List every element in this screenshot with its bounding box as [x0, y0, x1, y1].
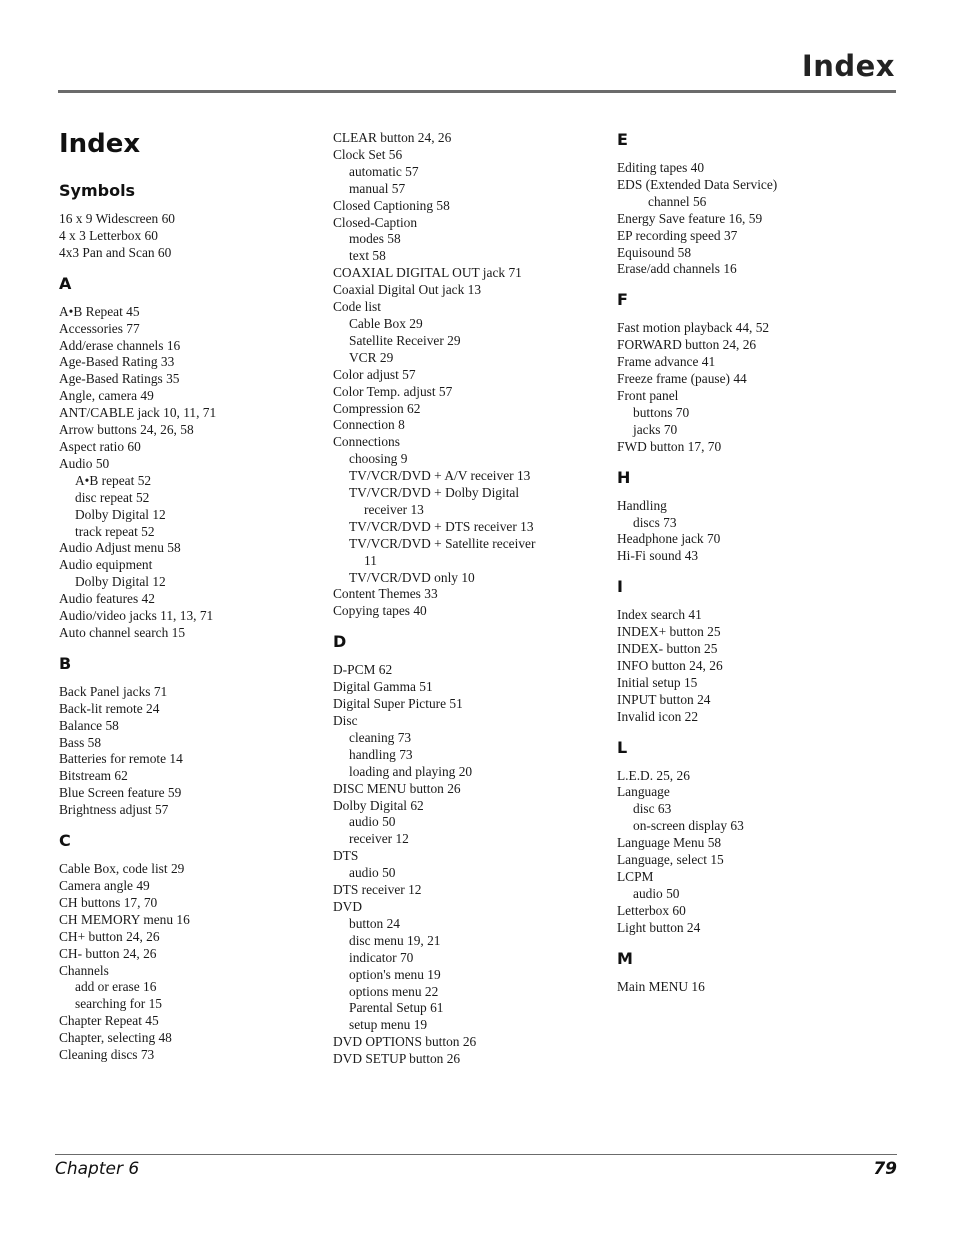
index-entry: FWD button 17, 70 — [617, 438, 722, 454]
index-entry: 4x3 Pan and Scan 60 — [59, 244, 172, 260]
index-entry: Arrow buttons 24, 26, 58 — [59, 422, 194, 438]
section-heading: H — [617, 467, 631, 487]
index-entry: Color Temp. adjust 57 — [333, 383, 453, 399]
index-entry: Frame advance 41 — [617, 354, 716, 370]
index-entry: Clock Set 56 — [333, 146, 403, 162]
index-entry: 4 x 3 Letterbox 60 — [59, 227, 158, 243]
index-entry: Editing tapes 40 — [617, 160, 705, 175]
index-section — [617, 949, 877, 996]
footer-chapter: Chapter 6 — [55, 1159, 140, 1179]
index-entry: Audio features 42 — [59, 591, 155, 607]
index-entry: Chapter Repeat 45 — [59, 1013, 159, 1029]
index-subentry: TV/VCR/DVD + Satellite receiver — [349, 535, 536, 551]
index-entry: Camera angle 49 — [59, 878, 150, 893]
index-entry: Language, select 15 — [617, 852, 724, 868]
index-subentry: TV/VCR/DVD + DTS receiver 13 — [349, 518, 534, 534]
index-subentry: buttons 70 — [633, 404, 690, 420]
index-subentry: setup menu 19 — [349, 1017, 428, 1033]
index-entry: Letterbox 60 — [617, 902, 686, 918]
index-entry: Digital Gamma 51 — [333, 679, 433, 695]
index-entry: Compression 62 — [333, 400, 421, 416]
index-section — [333, 130, 593, 620]
index-entry: Balance 58 — [59, 717, 119, 733]
index-subentry: TV/VCR/DVD only 10 — [349, 569, 475, 585]
section-heading: L — [617, 737, 628, 757]
index-entry: LCPM — [617, 869, 654, 884]
index-subentry: Dolby Digital 12 — [75, 506, 166, 522]
index-column-2 — [333, 130, 593, 1068]
index-entry: Light button 24 — [617, 919, 701, 935]
footer-page-number: 79 — [873, 1159, 897, 1179]
index-entry: CLEAR button 24, 26 — [333, 130, 452, 145]
index-subentry: indicator 70 — [349, 949, 414, 965]
index-subentry: receiver 13 — [364, 501, 424, 517]
section-heading: M — [617, 948, 633, 968]
index-entry: INFO button 24, 26 — [617, 657, 723, 673]
index-subentry: loading and playing 20 — [349, 763, 473, 779]
index-entry: CH MEMORY menu 16 — [59, 911, 190, 927]
index-entry: Back Panel jacks 71 — [59, 683, 168, 699]
index-entry: DVD — [333, 898, 363, 914]
index-subentry: VCR 29 — [349, 349, 394, 365]
running-header-title: Index — [801, 49, 895, 83]
index-entry: Copying tapes 40 — [333, 603, 427, 619]
index-subentry: text 58 — [349, 248, 386, 264]
index-entry: Main MENU 16 — [617, 978, 705, 994]
index-subentry: on-screen display 63 — [633, 818, 744, 834]
index-section — [617, 577, 877, 725]
index-subentry: Cable Box 29 — [349, 315, 423, 331]
index-entry: Connections — [333, 434, 400, 450]
index-entry: FORWARD button 24, 26 — [617, 337, 757, 353]
index-entry: ANT/CABLE jack 10, 11, 71 — [59, 405, 217, 421]
index-subentry: receiver 12 — [349, 831, 409, 847]
section-heading: B — [59, 653, 72, 673]
index-entry: Batteries for remote 14 — [59, 751, 183, 767]
index-entry: Angle, camera 49 — [59, 388, 154, 404]
index-entry: Code list — [333, 299, 381, 315]
index-entry: Content Themes 33 — [333, 586, 438, 602]
index-entry: INDEX- button 25 — [617, 641, 718, 657]
index-subentry: audio 50 — [349, 865, 396, 881]
index-section — [59, 654, 309, 819]
index-entry: Audio Adjust menu 58 — [59, 540, 181, 556]
index-entry: Index search 41 — [617, 607, 702, 623]
page-title: Index — [59, 129, 141, 159]
index-entry: Hi-Fi sound 43 — [617, 548, 699, 564]
index-entry: Audio/video jacks 11, 13, 71 — [59, 608, 214, 624]
index-entry: L.E.D. 25, 26 — [617, 767, 690, 783]
index-entry: Headphone jack 70 — [617, 531, 721, 547]
index-entry: Closed-Caption — [333, 214, 418, 230]
index-entry: Language — [617, 784, 670, 800]
index-subentry: disc repeat 52 — [75, 489, 150, 505]
index-subentry: button 24 — [349, 915, 400, 931]
index-entry: Aspect ratio 60 — [59, 438, 141, 454]
index-entry: CH- button 24, 26 — [59, 945, 157, 961]
index-subentry: Satellite Receiver 29 — [349, 332, 461, 348]
index-subentry: Dolby Digital 12 — [75, 574, 166, 590]
index-entry: Brightness adjust 57 — [59, 802, 169, 818]
index-entry: DISC MENU button 26 — [333, 780, 461, 796]
index-subentry: automatic 57 — [349, 163, 419, 179]
index-section — [617, 468, 877, 566]
index-entry: Audio equipment — [59, 557, 153, 573]
index-subentry: Parental Setup 61 — [349, 1000, 444, 1016]
footer-rule — [55, 1154, 897, 1155]
index-entry: CH buttons 17, 70 — [59, 894, 158, 910]
index-subentry: discs 73 — [633, 514, 677, 530]
index-section — [59, 181, 309, 262]
index-entry: Age-Based Ratings 35 — [59, 371, 180, 387]
index-section — [59, 831, 309, 1064]
index-entry: Disc — [333, 713, 358, 728]
index-entry: Audio 50 — [59, 455, 110, 471]
index-subentry: disc menu 19, 21 — [349, 932, 441, 948]
index-entry: A•B Repeat 45 — [59, 303, 140, 319]
index-entry: Color adjust 57 — [333, 366, 416, 382]
index-entry: Add/erase channels 16 — [59, 337, 181, 353]
index-entry: Age-Based Rating 33 — [59, 354, 175, 370]
index-entry: Bass 58 — [59, 734, 102, 750]
index-entry: Bitstream 62 — [59, 768, 128, 784]
index-entry: 16 x 9 Widescreen 60 — [59, 211, 175, 226]
index-entry: EP recording speed 37 — [617, 227, 738, 243]
index-section — [617, 738, 877, 937]
index-entry: EDS (Extended Data Service) — [617, 176, 778, 192]
index-section — [617, 290, 877, 455]
index-entry: INDEX+ button 25 — [617, 624, 721, 640]
index-entry: Connection 8 — [333, 417, 405, 433]
index-subentry: options menu 22 — [349, 983, 439, 999]
index-subentry: manual 57 — [349, 180, 406, 196]
index-entry: Dolby Digital 62 — [333, 797, 424, 813]
index-subentry: cleaning 73 — [349, 729, 412, 745]
section-heading: D — [333, 632, 347, 652]
index-entry: Handling — [617, 497, 667, 513]
index-entry: Back-lit remote 24 — [59, 700, 160, 716]
index-entry: DVD OPTIONS button 26 — [333, 1034, 477, 1050]
index-entry: Accessories 77 — [59, 320, 140, 336]
index-subentry: A•B repeat 52 — [75, 472, 152, 488]
index-entry: Cable Box, code list 29 — [59, 861, 185, 877]
index-subentry: audio 50 — [349, 814, 396, 830]
section-heading: Symbols — [59, 181, 136, 200]
index-entry: Erase/add channels 16 — [617, 261, 737, 277]
section-heading: E — [617, 130, 628, 149]
index-entry: COAXIAL DIGITAL OUT jack 71 — [333, 265, 522, 281]
index-section — [333, 632, 593, 1068]
index-entry: Initial setup 15 — [617, 674, 698, 690]
index-column-1 — [59, 125, 309, 1064]
header-rule — [58, 90, 896, 93]
index-section — [617, 130, 877, 278]
index-entry: Coaxial Digital Out jack 13 — [333, 282, 482, 298]
index-subentry: handling 73 — [349, 746, 413, 762]
index-entry: CH+ button 24, 26 — [59, 928, 160, 944]
index-entry: Invalid icon 22 — [617, 708, 699, 724]
index-entry: Fast motion playback 44, 52 — [617, 320, 770, 336]
section-heading: F — [617, 290, 628, 310]
index-entry: Digital Super Picture 51 — [333, 696, 463, 712]
index-entry: Chapter, selecting 48 — [59, 1030, 172, 1046]
index-entry: DTS — [333, 848, 359, 864]
index-entry: Blue Screen feature 59 — [59, 785, 182, 801]
index-entry: Freeze frame (pause) 44 — [617, 371, 747, 387]
section-heading: I — [617, 577, 623, 597]
index-subentry: channel 56 — [648, 193, 707, 209]
index-subentry: modes 58 — [349, 231, 401, 247]
index-entry: Closed Captioning 58 — [333, 197, 450, 213]
index-entry: D-PCM 62 — [333, 662, 393, 678]
index-subentry: searching for 15 — [75, 996, 163, 1012]
index-subentry: 11 — [364, 552, 377, 568]
index-column-3 — [617, 130, 877, 996]
index-subentry: track repeat 52 — [75, 523, 155, 539]
index-entry: DVD SETUP button 26 — [333, 1051, 461, 1067]
index-subentry: add or erase 16 — [75, 979, 157, 995]
index-subentry: TV/VCR/DVD + A/V receiver 13 — [349, 468, 531, 484]
index-subentry: jacks 70 — [633, 421, 678, 437]
index-entry: DTS receiver 12 — [333, 882, 422, 898]
index-subentry: disc 63 — [633, 801, 672, 817]
index-entry: INPUT button 24 — [617, 691, 711, 707]
index-entry: Front panel — [617, 387, 679, 403]
index-entry: Language Menu 58 — [617, 835, 722, 851]
index-entry: Auto channel search 15 — [59, 624, 186, 640]
index-subentry: option's menu 19 — [349, 966, 441, 982]
index-entry: Equisound 58 — [617, 244, 692, 260]
index-section — [59, 274, 309, 642]
index-subentry: audio 50 — [633, 885, 680, 901]
section-heading: C — [59, 831, 71, 851]
index-subentry: choosing 9 — [349, 451, 408, 467]
index-entry: Cleaning discs 73 — [59, 1047, 155, 1063]
index-subentry: TV/VCR/DVD + Dolby Digital — [349, 485, 520, 501]
index-entry: Energy Save feature 16, 59 — [617, 210, 763, 226]
section-heading: A — [59, 273, 72, 293]
index-entry: Channels — [59, 962, 109, 978]
